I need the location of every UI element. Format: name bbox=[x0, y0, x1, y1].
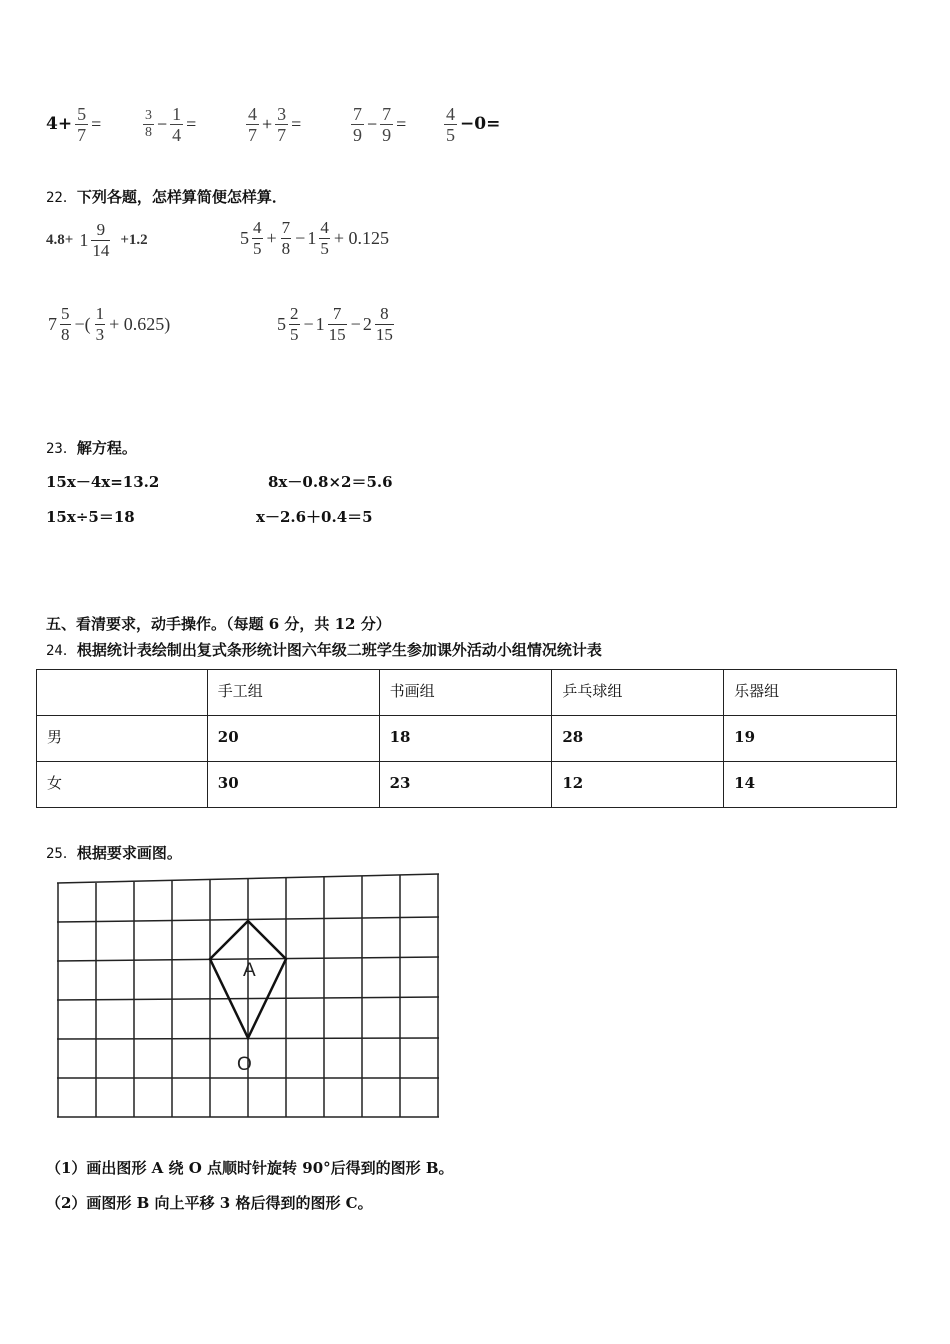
row-label: 女 bbox=[37, 762, 208, 808]
q25-title: 25．根据要求画图。 bbox=[46, 844, 182, 862]
q22-title: 22．下列各题，怎样算简便怎样算． bbox=[46, 188, 287, 206]
fraction: $\frac{3}{8}$ bbox=[145, 107, 152, 140]
fraction: 4 5 bbox=[253, 218, 262, 258]
table-cell: 12 bbox=[552, 762, 724, 808]
q25-task-2: （2）画图形 B 向上平移 3 格后得到的图形 C。 bbox=[46, 1194, 373, 1212]
fraction: 5 8 bbox=[61, 304, 70, 344]
fraction: 8 15 bbox=[375, 304, 393, 344]
fraction: 7 15 bbox=[328, 304, 346, 344]
fraction: $\frac{4}{5}$ bbox=[446, 103, 455, 145]
q22-problem-4: 5 2 5 − 1 7 15 − 2 8 15 bbox=[277, 304, 393, 344]
table-header-cell: 书画组 bbox=[379, 670, 552, 716]
statistics-table bbox=[36, 669, 897, 808]
label-a: A bbox=[243, 960, 256, 981]
q22-problem-3: 7 5 8 −( 1 3 + 0.625) bbox=[48, 304, 171, 344]
table-row bbox=[37, 762, 897, 808]
drawing-grid bbox=[57, 873, 441, 1119]
q25-task-1: （1）画出图形 A 绕 O 点顺时针旋转 90°后得到的图形 B。 bbox=[46, 1159, 454, 1177]
q21-expr-1 bbox=[46, 100, 101, 148]
fraction: 2 5 bbox=[290, 304, 299, 344]
label-o: O bbox=[237, 1054, 252, 1075]
fraction: $\frac{7}{9}$ bbox=[353, 103, 362, 145]
q22-problem-1: 4.8+ 1 9 14 +1.2 bbox=[46, 220, 148, 260]
table-cell: 20 bbox=[207, 716, 379, 762]
q23-equation-2: 8x－0.8×2＝5.6 bbox=[268, 473, 393, 491]
section-5-title: 五、看清要求，动手操作。（每题 6 分，共 12 分） bbox=[46, 615, 391, 633]
fraction: 9 14 bbox=[92, 220, 110, 260]
table-cell: 28 bbox=[552, 716, 724, 762]
fraction: $\frac{3}{7}$ bbox=[277, 103, 287, 145]
table-header-cell: 手工组 bbox=[207, 670, 379, 716]
q23-equation-3: 15x÷5＝18 bbox=[46, 508, 135, 526]
equals-sign: = bbox=[91, 113, 102, 134]
table-row bbox=[37, 716, 897, 762]
table-header-cell: 乐器组 bbox=[724, 670, 897, 716]
grid-lines bbox=[57, 874, 439, 1117]
table-cell: 18 bbox=[379, 716, 552, 762]
table-cell: 23 bbox=[379, 762, 552, 808]
q21-expr-2: $\frac{3}{8}$ − $\frac{1}{4}$ = bbox=[145, 103, 197, 145]
fraction: $\frac{5}{7}$ bbox=[77, 103, 87, 145]
table-cell: 14 bbox=[724, 762, 897, 808]
q21-expr-5: $\frac{4}{5}$ −0= bbox=[446, 103, 501, 145]
table-cell: 19 bbox=[724, 716, 897, 762]
fraction: 1 3 bbox=[95, 304, 105, 344]
fraction: $\frac{1}{4}$ bbox=[172, 103, 182, 145]
equals-sign: = bbox=[396, 113, 407, 134]
fraction: $\frac{7}{9}$ bbox=[382, 103, 392, 145]
fraction: $\frac{4}{7}$ bbox=[248, 103, 257, 145]
equals-sign: = bbox=[186, 113, 197, 134]
fraction: $\frac{7}{8}$ bbox=[281, 218, 291, 258]
table-header-cell bbox=[37, 670, 208, 716]
table-cell: 30 bbox=[207, 762, 379, 808]
fraction: 4 5 bbox=[320, 218, 329, 258]
q21-expr-4: $\frac{7}{9}$ − $\frac{7}{9}$ = bbox=[353, 103, 407, 145]
q24-title: 24．根据统计表绘制出复式条形统计图六年级二班学生参加课外活动小组情况统计表 bbox=[46, 641, 602, 659]
q21-e1-lead: 4+ bbox=[46, 114, 73, 134]
q23-equation-4: x－2.6＋0.4＝5 bbox=[256, 508, 373, 526]
table-header-cell: 乒乓球组 bbox=[552, 670, 724, 716]
equals-sign: = bbox=[291, 113, 302, 134]
q22-problem-2: 5 4 5 + $\frac{7}{8}$ − 1 4 5 + 0.125 bbox=[240, 218, 389, 258]
q23-equation-1: 15x－4x=13.2 bbox=[46, 473, 160, 491]
table-header-row bbox=[37, 670, 897, 716]
q23-title: 23．解方程。 bbox=[46, 439, 137, 457]
q21-expr-3: $\frac{4}{7}$ + $\frac{3}{7}$ = bbox=[248, 103, 302, 145]
row-label: 男 bbox=[37, 716, 208, 762]
